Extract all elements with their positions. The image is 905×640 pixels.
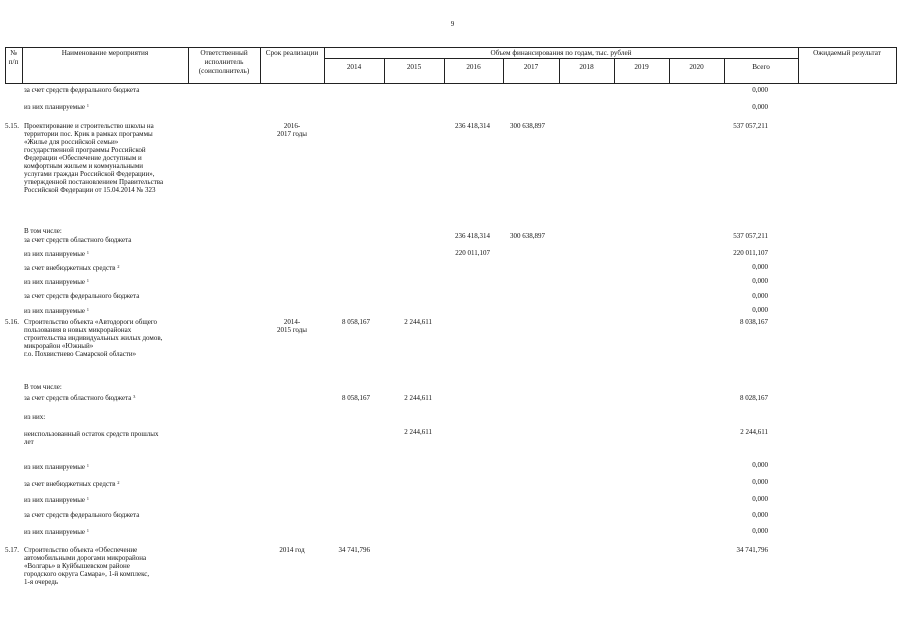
- footnote-mark: 1: [86, 463, 90, 468]
- cell-period: 2017 годы: [276, 130, 307, 138]
- cell-total: 0,000: [752, 277, 768, 285]
- row-label: из них планируемые $^1$: [24, 496, 90, 504]
- measure-name-line: комфортным жильем и коммунальными: [24, 162, 144, 170]
- cell-2014: 34 741,796: [338, 546, 370, 554]
- cell-period: 2014 год: [279, 546, 305, 554]
- cell-total: 0,000: [752, 306, 768, 314]
- vline-9: [614, 58, 615, 84]
- row-label: за счет средств федерального бюджета: [24, 86, 140, 94]
- measure-name-line: пользования в новых микрорайонах: [24, 326, 132, 334]
- header-year-2014: 2014: [346, 63, 362, 71]
- header-period: Срок реализации: [265, 49, 319, 57]
- vline-7: [503, 58, 504, 84]
- cell-total: 0,000: [752, 511, 768, 519]
- row-label: из них планируемые $^1$: [24, 528, 90, 536]
- footnote-mark: 1: [86, 307, 90, 312]
- row-label: за счет внебюджетных средств $^2$: [24, 264, 120, 272]
- cell-2014: 8 058,167: [342, 394, 370, 402]
- cell-period: 2016-: [283, 122, 301, 130]
- cell-total: 8 028,167: [740, 394, 768, 402]
- row-number: 5.15.: [5, 122, 19, 130]
- header-name: Наименование мероприятия: [61, 49, 149, 57]
- cell-2015: 2 244,611: [404, 394, 432, 402]
- header-bottom-border: [5, 83, 896, 84]
- measure-name-line: Федерации «Обеспечение доступным и: [24, 154, 142, 162]
- header-year-2015: 2015: [406, 63, 422, 71]
- header-result: Ожидаемый результат: [813, 49, 881, 57]
- cell-total: 2 244,611: [740, 428, 768, 436]
- header-no: №: [10, 49, 17, 57]
- measure-name-line: Проектирование и строительство школы на: [24, 122, 154, 130]
- page-number: 9: [450, 20, 455, 28]
- cell-total: 8 038,167: [740, 318, 768, 326]
- cell-total: 220 011,107: [733, 249, 768, 257]
- row-label: за счет средств федерального бюджета: [24, 292, 140, 300]
- row-label: из них планируемые $^1$: [24, 307, 90, 315]
- measure-name-line: Российской Федерации от 15.04.2014 № 323: [24, 186, 156, 194]
- cell-2016: 236 418,314: [455, 232, 490, 240]
- row-label: из них планируемые $^1$: [24, 103, 90, 111]
- cell-2016: 220 011,107: [455, 249, 490, 257]
- measure-name-line: «Жилье для российской семьи»: [24, 138, 119, 146]
- cell-2014: 8 058,167: [342, 318, 370, 326]
- measure-name-line: «Волгарь» в Куйбышевском районе: [24, 562, 130, 570]
- row-prelabel: В том числе:: [24, 227, 62, 235]
- measure-name-line: Строительство объекта «Обеспечение: [24, 546, 138, 554]
- measure-name-line: утвержденной постановлением Правительства: [24, 178, 164, 186]
- measure-name-line: г.о. Похвистнево Самарской области»: [24, 350, 137, 358]
- row-label: из них планируемые $^1$: [24, 278, 90, 286]
- header-year-2018: 2018: [579, 63, 594, 71]
- cell-2016: 236 418,314: [455, 122, 490, 130]
- row-label: неиспользованный остаток средств прошлых: [24, 430, 159, 438]
- vline-8: [559, 58, 560, 84]
- header-years-line: [324, 58, 798, 59]
- cell-total: 537 057,211: [733, 232, 768, 240]
- footnote-mark: 1: [86, 496, 90, 501]
- measure-name-line: 1-я очередь: [24, 578, 59, 586]
- vline-5: [384, 58, 385, 84]
- cell-period: 2014-: [283, 318, 301, 326]
- footnote-mark: 1: [86, 250, 90, 255]
- vline-13: [896, 47, 897, 84]
- measure-name-line: строительства индивидуальных жилых домов,: [24, 334, 163, 342]
- cell-total: 0,000: [752, 103, 768, 111]
- row-label: за счет средств федерального бюджета: [24, 511, 140, 519]
- footnote-mark: 1: [86, 528, 90, 533]
- measure-name-line: микрорайон «Южный»: [24, 342, 94, 350]
- footnote-mark: 3: [133, 394, 136, 399]
- header-financing: Объем финансирования по годам, тыс. рублей: [490, 49, 632, 57]
- cell-total: 0,000: [752, 263, 768, 271]
- row-prelabel: В том числе:: [24, 383, 62, 391]
- header-year-2019: 2019: [634, 63, 649, 71]
- cell-total: 0,000: [752, 478, 768, 486]
- measure-name-line: услугами граждан Российской Федерации»,: [24, 170, 155, 178]
- cell-period: 2015 годы: [276, 326, 307, 334]
- measure-name-line: территории пос. Крик в рамках программы: [24, 130, 153, 138]
- footnote-mark: 1: [86, 103, 90, 108]
- row-label: из них планируемые $^1$: [24, 250, 90, 258]
- header-executor-3: (соисполнитель): [198, 67, 250, 75]
- measure-name-line: автомобильными дорогами микрорайона: [24, 554, 147, 562]
- row-label: лет: [24, 438, 34, 446]
- header-no-sub: п/п: [8, 58, 19, 66]
- cell-total: 537 057,211: [733, 122, 768, 130]
- cell-2015: 2 244,611: [404, 318, 432, 326]
- cell-total: 0,000: [752, 292, 768, 300]
- row-label: из них:: [24, 413, 46, 421]
- header-year-2020: 2020: [689, 63, 704, 71]
- row-number: 5.17.: [5, 546, 19, 554]
- cell-2017: 300 638,897: [510, 122, 545, 130]
- cell-total: 0,000: [752, 86, 768, 94]
- vline-11: [724, 58, 725, 84]
- header-year-2017: 2017: [523, 63, 539, 71]
- cell-total: 0,000: [752, 527, 768, 535]
- measure-name-line: государственной программы Российской: [24, 146, 146, 154]
- cell-total: 34 741,796: [736, 546, 768, 554]
- cell-total: 0,000: [752, 461, 768, 469]
- cell-2015: 2 244,611: [404, 428, 432, 436]
- vline-10: [669, 58, 670, 84]
- header-executor-2: исполнитель: [204, 58, 244, 66]
- cell-2017: 300 638,897: [510, 232, 545, 240]
- row-label: за счет средств областного бюджета $^3$: [24, 394, 136, 402]
- cell-total: 0,000: [752, 495, 768, 503]
- footnote-mark: 2: [117, 480, 120, 485]
- row-label: за счет средств областного бюджета: [24, 236, 132, 244]
- vline-6: [444, 58, 445, 84]
- row-number: 5.16.: [5, 318, 19, 326]
- header-year-2016: 2016: [466, 63, 481, 71]
- header-executor-1: Ответственный: [200, 49, 248, 57]
- measure-name-line: городского округа Самара», 1-й комплекс,: [24, 570, 150, 578]
- row-label: из них планируемые $^1$: [24, 463, 90, 471]
- footnote-mark: 1: [86, 278, 90, 283]
- footnote-mark: 2: [117, 264, 120, 269]
- header-top-border: [5, 47, 896, 48]
- measure-name-line: Строительство объекта «Автодороги общего: [24, 318, 158, 326]
- row-label: за счет внебюджетных средств $^2$: [24, 480, 120, 488]
- header-total: Всего: [752, 63, 770, 71]
